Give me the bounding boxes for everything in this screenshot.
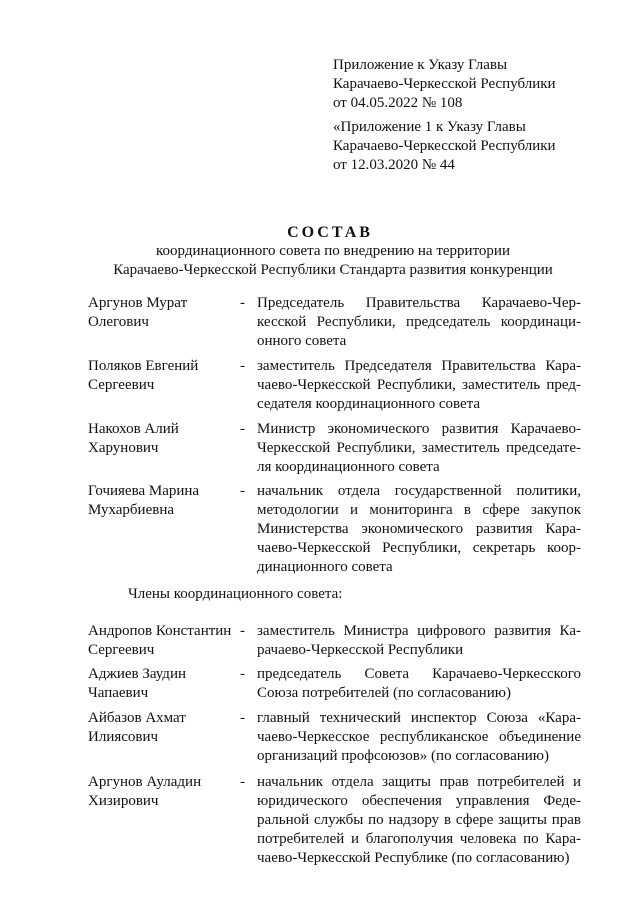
separator-dash: - [240,666,245,682]
appendix-line: Приложение к Указу Главы [333,57,508,73]
person-name [88,482,238,520]
person-name [88,665,238,703]
person-position-line: начальник отдела государственной политики, [257,483,581,499]
person-position-line: потребителей и благополучия человека по Кара- [257,831,581,847]
title-subtitle-line: Карачаево-Черкесской Республики Стандарта развития конкуренции [113,262,553,278]
person-position-line: рачаево-Черкесской Республики [257,642,464,658]
person-name [88,294,238,332]
person-position-line: Министерства экономического развития Кара- [257,521,581,537]
person-position-line: организаций профсоюзов» (по согласованию) [257,748,549,764]
separator-dash: - [240,623,245,639]
person-position-line: чаево-Черкесской Республики, заместитель пред- [257,377,581,393]
separator-dash: - [240,710,245,726]
person-name-line: Чапаевич [88,685,149,701]
appendix-line: Карачаево-Черкесской Республики [333,138,556,154]
person-position [257,773,581,868]
appendix-line: от 12.03.2020 № 44 [333,157,455,173]
person-position-line: Председатель Правительства Карачаево-Чер- [257,295,581,311]
person-position-line: методологии и мониторинга в сфере закупок [257,502,581,518]
person-position [257,665,581,703]
person-name-line: Аргунов Мурат [88,295,188,311]
person-name-line: Аргунов Ауладин [88,774,202,790]
person-position [257,709,581,766]
person-name [88,709,238,747]
appendix-original [333,118,623,175]
person-name [88,773,238,811]
person-position-line: чаево-Черкесской Республике (по согласованию) [257,850,570,866]
person-name-line: Харунович [88,440,159,456]
person-position-line: председатель Совета Карачаево-Черкесского [257,666,581,682]
separator-dash: - [240,295,245,311]
person-position-line: Союза потребителей (по согласованию) [257,685,511,701]
separator-dash: - [240,483,245,499]
person-position-line: динационного совета [257,559,393,575]
person-name-line: Хизирович [88,793,159,809]
person-position [257,482,581,577]
person-name [88,622,238,660]
person-position [257,622,581,660]
person-position [257,357,581,414]
person-name-line: Андропов Константин [88,623,232,639]
person-name-line: Гочияева Марина [88,483,200,499]
person-position-line: ля координационного совета [257,459,440,475]
document-title [0,223,640,280]
person-name-line: Сергеевич [88,642,155,658]
separator-dash: - [240,421,245,437]
person-position-line: чаево-Черкесской Республики, секретарь коор- [257,540,581,556]
members-heading: Члены координационного совета: [128,586,343,602]
appendix-line: «Приложение 1 к Указу Главы [333,119,526,135]
person-position-line: онного совета [257,333,347,349]
person-name-line: Айбазов Ахмат [88,710,186,726]
person-position-line: юридического обеспечения управления Феде- [257,793,581,809]
person-name-line: Мухарбиевна [88,502,175,518]
person-position-line: начальник отдела защиты прав потребителей и [257,774,581,790]
person-name [88,420,238,458]
person-position-line: Министр экономического развития Карачаево- [257,421,581,437]
person-position-line: главный технический инспектор Союза «Кара- [257,710,581,726]
separator-dash: - [240,358,245,374]
person-position [257,420,581,477]
person-position-line: Черкесской Республики, заместитель председате- [257,440,581,456]
person-position-line: заместитель Министра цифрового развития Ка- [257,623,581,639]
person-name-line: Илиясович [88,729,159,745]
person-name-line: Сергеевич [88,377,155,393]
person-position-line: ральной службы по надзору в сфере защиты прав [257,812,581,828]
separator-dash: - [240,774,245,790]
person-position [257,294,581,351]
person-name-line: Накохов Алий [88,421,179,437]
person-position-line: кесской Республики, председатель координаци- [257,314,581,330]
person-position-line: чаево-Черкесское республиканское объединение [257,729,581,745]
appendix-current [333,56,623,113]
appendix-line: Карачаево-Черкесской Республики [333,76,556,92]
title-subtitle-line: координационного совета по внедрению на территории [155,243,510,259]
person-name-line: Поляков Евгений [88,358,199,374]
person-position-line: заместитель Председателя Правительства Кара- [257,358,581,374]
appendix-line: от 04.05.2022 № 108 [333,95,463,111]
person-name-line: Аджиев Заудин [88,666,186,682]
person-name [88,357,238,395]
person-name-line: Олегович [88,314,149,330]
title-heading: СОСТАВ [287,224,373,241]
person-position-line: седателя координационного совета [257,396,481,412]
